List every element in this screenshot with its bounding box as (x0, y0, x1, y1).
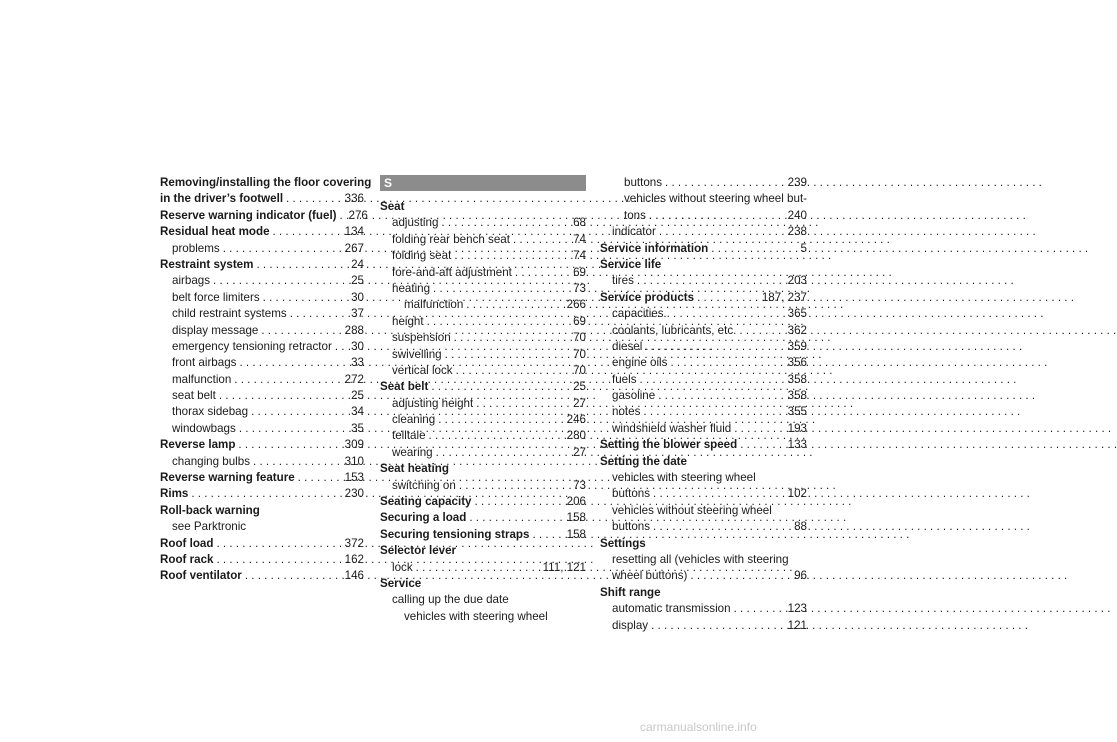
entry-text: diesel (612, 339, 643, 353)
index-column-1 (160, 175, 372, 585)
index-sub-entry (380, 445, 586, 461)
entry-text: Reverse warning feature (160, 471, 295, 485)
entry-text: Seat heating (380, 462, 449, 476)
dot-leader (442, 347, 573, 363)
entry-text: Securing a load (380, 511, 467, 525)
page-number[interactable]: 158 (566, 511, 586, 525)
entry-text: front airbags (172, 356, 237, 370)
entry-text: problems (172, 241, 220, 255)
page-number[interactable]: 96 (794, 569, 807, 583)
index-sub-entry (160, 241, 364, 257)
dot-leader (433, 445, 573, 461)
index-main-entry (380, 379, 586, 395)
index-sub-entry (160, 519, 364, 535)
index-sub-entry (600, 208, 807, 224)
index-main-entry (160, 568, 364, 584)
index-sub-entry (160, 306, 364, 322)
entry-text: capacities (612, 307, 664, 321)
watermark: carmanualsonline.info (640, 720, 757, 734)
page-number[interactable]: 33 (351, 356, 364, 370)
entry-text: emergency tensioning retractor (172, 339, 332, 353)
page-number[interactable]: 121 (787, 618, 807, 632)
index-sub-entry (600, 339, 807, 355)
index-sub-entry (600, 503, 807, 519)
index-main-entry (600, 437, 807, 453)
entry-text: Setting the blower speed (600, 438, 738, 452)
index-sub-entry (600, 618, 807, 634)
entry-text: lock (392, 560, 413, 574)
dot-leader (642, 339, 787, 355)
entry-text: Shift range (600, 585, 661, 599)
dot-leader (640, 404, 787, 420)
entry-text: Seating capacity (380, 495, 472, 509)
dot-leader (650, 486, 788, 502)
page-number[interactable]: 266 (566, 298, 586, 312)
index-sub-entry (380, 609, 586, 625)
page-number[interactable]: 372 (344, 536, 364, 550)
entry-text: malfunction (172, 372, 232, 386)
dot-leader (731, 601, 788, 617)
index-sub-entry (380, 560, 586, 576)
dot-leader (451, 330, 573, 346)
entry-text: indicator (612, 225, 656, 239)
index-main-entry (600, 536, 807, 552)
index-main-entry (380, 576, 586, 592)
dot-leader (650, 519, 794, 535)
entry-text: airbags (172, 274, 211, 288)
dot-leader (463, 297, 566, 313)
index-sub-entry (380, 281, 586, 297)
index-sub-entry (160, 454, 364, 470)
index-sub-entry (160, 421, 364, 437)
entry-text: engine oils (612, 356, 668, 370)
page-number[interactable]: 34 (351, 405, 364, 419)
entry-text: notes (612, 405, 641, 419)
index-sub-entry (600, 601, 807, 617)
page-number[interactable]: 359 (787, 339, 807, 353)
dot-leader (220, 241, 345, 257)
dot-leader (664, 306, 788, 322)
index-sub-entry (600, 372, 807, 388)
index-main-entry (160, 175, 372, 191)
page-number[interactable]: 362 (787, 323, 807, 337)
page-number[interactable]: 69 (573, 314, 586, 328)
dot-leader (213, 536, 344, 552)
index-sub-entry (380, 248, 586, 264)
section-letter-header: S (380, 175, 586, 191)
index-sub-entry (600, 273, 807, 289)
entry-text: swivelling (392, 347, 442, 361)
page-number[interactable]: 24 (351, 257, 364, 271)
page-number[interactable]: 288 (344, 323, 364, 337)
entry-text: Roof ventilator (160, 569, 242, 583)
entry-text: seat belt (172, 389, 216, 403)
page-number[interactable]: 238 (787, 225, 807, 239)
entry-text: Reverse lamp (160, 438, 236, 452)
entry-text: Service products (600, 290, 695, 304)
page-number[interactable]: 25 (351, 274, 364, 288)
page-number[interactable]: 203 (787, 274, 807, 288)
index-main-entry (380, 494, 586, 510)
index-column-3 (600, 175, 807, 634)
index-sub-entry (380, 232, 586, 248)
index-column-2 (380, 175, 586, 625)
dot-leader (473, 396, 573, 412)
page-number[interactable]: 206 (566, 495, 586, 509)
page-number[interactable]: 162 (344, 552, 364, 566)
dot-leader (337, 208, 349, 224)
entry-text: fuels (612, 372, 637, 386)
dot-leader (210, 273, 351, 289)
entry-text: vertical lock (392, 363, 453, 377)
index-sub-entry (160, 388, 364, 404)
dot-leader (287, 306, 351, 322)
dot-leader (270, 224, 345, 240)
entry-text: child restraint systems (172, 307, 287, 321)
page-number[interactable]: 70 (573, 347, 586, 361)
index-main-entry (160, 257, 364, 273)
index-sub-entry (600, 323, 807, 339)
dot-leader (250, 454, 345, 470)
page-number[interactable]: 310 (344, 454, 364, 468)
dot-leader (260, 290, 351, 306)
dot-leader (731, 421, 787, 437)
page-number[interactable]: 356 (787, 356, 807, 370)
dot-leader (236, 421, 351, 437)
entry-text: Rims (160, 487, 189, 501)
index-sub-entry (160, 339, 364, 355)
entry-text: fore-and-aft adjustment (392, 265, 512, 279)
dot-leader (283, 191, 345, 207)
index-main-entry (160, 437, 364, 453)
entry-text: Restraint system (160, 257, 254, 271)
dot-leader (529, 527, 566, 543)
entry-text: Roll-back warning (160, 503, 260, 517)
entry-text: buttons (624, 176, 663, 189)
entry-text: Securing tensioning straps (380, 527, 530, 541)
index-sub-entry (160, 355, 364, 371)
dot-leader (428, 379, 573, 395)
entry-text: cleaning (392, 413, 436, 427)
dot-leader (332, 339, 351, 355)
entry-text: see Parktronic (172, 520, 247, 534)
entry-text: display message (172, 323, 259, 337)
index-main-entry (600, 241, 807, 257)
entry-text: buttons (612, 520, 651, 534)
page-number[interactable]: 73 (573, 478, 586, 492)
entry-text: Service (380, 576, 422, 590)
dot-leader (646, 208, 788, 224)
page-number[interactable]: 25 (573, 380, 586, 394)
dot-leader (424, 314, 574, 330)
dot-leader (512, 265, 573, 281)
index-sub-entry (600, 175, 807, 191)
entry-text: windowbags (172, 421, 236, 435)
index-main-entry (380, 461, 586, 477)
index-sub-entry (600, 388, 807, 404)
dot-leader (694, 290, 762, 306)
page-number[interactable]: 70 (573, 363, 586, 377)
index-main-entry (600, 290, 807, 306)
index-sub-entry (600, 191, 807, 207)
page-number[interactable]: 133 (787, 438, 807, 452)
page-number[interactable]: 276 (348, 208, 368, 222)
dot-leader (662, 175, 788, 191)
dot-leader (736, 323, 787, 339)
index-sub-entry (380, 215, 586, 231)
index-main-entry (160, 224, 364, 240)
index-sub-entry (380, 428, 586, 444)
index-main-entry (600, 585, 807, 601)
entry-text: Seat (380, 200, 405, 213)
dot-leader (456, 478, 573, 494)
entry-text: Removing/installing the floor covering (160, 176, 372, 189)
page-number[interactable]: 37 (351, 307, 364, 321)
page-number[interactable]: 153 (344, 471, 364, 485)
index-main-entry (160, 552, 364, 568)
dot-leader (656, 224, 788, 240)
entry-text: folding rear bench seat (392, 232, 510, 246)
entry-text: Roof rack (160, 552, 214, 566)
entry-text: vehicles with steering wheel (404, 609, 548, 623)
entry-text: folding seat (392, 249, 452, 263)
entry-text: tons (624, 208, 646, 222)
page-number[interactable]: 193 (787, 421, 807, 435)
dot-leader (213, 552, 344, 568)
entry-text: telltale (392, 429, 426, 443)
entry-text: resetting all (vehicles with steering (612, 552, 789, 566)
entry-text: suspension (392, 331, 451, 345)
dot-leader (634, 273, 788, 289)
dot-leader (655, 388, 787, 404)
page-number[interactable]: 73 (573, 281, 586, 295)
dot-leader (648, 618, 788, 634)
index-sub-entry (600, 355, 807, 371)
page-number[interactable]: 272 (344, 372, 364, 386)
index-main-entry (160, 191, 364, 207)
index-sub-entry (600, 306, 807, 322)
page-number[interactable]: 74 (573, 232, 586, 246)
dot-leader (687, 568, 794, 584)
dot-leader (235, 437, 344, 453)
entry-text: height (392, 314, 424, 328)
page-number[interactable]: 358 (787, 372, 807, 386)
dot-leader (295, 470, 345, 486)
entry-text: calling up the due date (392, 593, 509, 607)
index-sub-entry (160, 290, 364, 306)
index-main-entry (600, 257, 807, 273)
page-number[interactable]: 25 (351, 389, 364, 403)
dot-leader (216, 388, 351, 404)
index-sub-entry (600, 224, 807, 240)
page-number[interactable]: 111, 121 (542, 560, 586, 574)
entry-text: Setting the date (600, 454, 687, 468)
page-number[interactable]: 240 (787, 208, 807, 222)
page-number[interactable]: 355 (787, 405, 807, 419)
entry-text: switching on (392, 478, 456, 492)
page-number[interactable]: 267 (344, 241, 364, 255)
entry-text: Service information (600, 241, 709, 255)
page-number[interactable]: 246 (566, 413, 586, 427)
dot-leader (242, 568, 345, 584)
entry-text: gasoline (612, 389, 656, 403)
page-number[interactable]: 74 (573, 249, 586, 263)
dot-leader (451, 248, 573, 264)
entry-text: display (612, 618, 649, 632)
page-number[interactable]: 365 (787, 307, 807, 321)
page-number[interactable]: 88 (794, 520, 807, 534)
page-number[interactable]: 158 (566, 527, 586, 541)
dot-leader (708, 241, 800, 257)
page-number[interactable]: 102 (787, 487, 807, 501)
entry-text: adjusting height (392, 396, 474, 410)
dot-leader (667, 355, 787, 371)
index-sub-entry (380, 592, 586, 608)
page-number[interactable]: 336 (344, 192, 364, 206)
entry-text: Selector lever (380, 544, 457, 558)
page-number[interactable]: 146 (344, 569, 364, 583)
dot-leader (188, 486, 344, 502)
index-sub-entry (600, 404, 807, 420)
page-number[interactable]: 123 (787, 602, 807, 616)
index-sub-entry (380, 347, 586, 363)
index-sub-entry (600, 552, 807, 568)
entry-text: Service life (600, 257, 662, 271)
index-sub-entry (380, 412, 586, 428)
entry-text: vehicles with steering wheel (612, 471, 756, 485)
entry-text: automatic transmission (612, 602, 731, 616)
page-number[interactable]: 27 (573, 396, 586, 410)
dot-leader (435, 412, 566, 428)
page-number[interactable]: 134 (344, 225, 364, 239)
entry-text: thorax sidebag (172, 405, 249, 419)
index-main-entry (380, 510, 586, 526)
dot-leader (426, 428, 567, 444)
index-main-entry (160, 503, 364, 519)
index-sub-entry (160, 273, 364, 289)
page-number[interactable]: 358 (787, 389, 807, 403)
index-sub-entry (160, 404, 364, 420)
index-sub-entry (380, 314, 586, 330)
page-number[interactable]: 239 (787, 176, 807, 189)
page-number[interactable]: 70 (573, 331, 586, 345)
index-sub-entry (160, 323, 364, 339)
index-main-entry (600, 454, 807, 470)
index-main-entry (160, 470, 364, 486)
dot-leader (413, 560, 543, 576)
page-number[interactable]: 69 (573, 265, 586, 279)
page-number[interactable]: 5 (800, 241, 807, 255)
dot-leader (430, 281, 573, 297)
page-number[interactable]: 68 (573, 216, 586, 230)
dot-leader (737, 437, 787, 453)
page-number[interactable]: 27 (573, 445, 586, 459)
index-sub-entry (600, 421, 807, 437)
dot-leader (248, 404, 351, 420)
page-number[interactable]: 35 (351, 421, 364, 435)
dot-leader (637, 372, 788, 388)
index-sub-entry (380, 330, 586, 346)
entry-text: tires (612, 274, 634, 288)
index-sub-entry (160, 372, 364, 388)
index-main-entry (380, 543, 586, 559)
dot-leader (466, 510, 566, 526)
entry-text: wearing (392, 445, 433, 459)
index-sub-entry (380, 297, 586, 313)
page-number[interactable]: 30 (351, 339, 364, 353)
index-sub-entry (600, 470, 807, 486)
index-main-entry (160, 536, 364, 552)
index-sub-entry (380, 265, 586, 281)
page-number[interactable]: 280 (566, 429, 586, 443)
index-sub-entry (380, 363, 586, 379)
entry-text: adjusting (392, 216, 439, 230)
entry-text: in the driver’s footwell (160, 192, 284, 206)
entry-text: malfunction (404, 298, 464, 312)
entry-text: vehicles without steering wheel but- (624, 192, 808, 206)
entry-text: heating (392, 281, 431, 295)
entry-text: wheel buttons) (612, 569, 688, 583)
entry-text: changing bulbs (172, 454, 250, 468)
entry-text: coolants, lubricants, etc. (612, 323, 737, 337)
index-main-entry (380, 199, 586, 215)
page-number[interactable]: 230 (344, 487, 364, 501)
dot-leader (510, 232, 573, 248)
index-sub-entry (600, 486, 807, 502)
entry-text: Roof load (160, 536, 214, 550)
dot-leader (253, 257, 351, 273)
index-sub-entry (380, 478, 586, 494)
dot-leader (438, 215, 573, 231)
index-sub-entry (600, 519, 807, 535)
entry-text: belt force limiters (172, 290, 260, 304)
page-number[interactable]: 30 (351, 290, 364, 304)
dot-leader (258, 323, 344, 339)
entry-text: windshield washer fluid (612, 421, 732, 435)
index-main-entry (160, 486, 364, 502)
dot-leader (236, 355, 351, 371)
entry-text: buttons (612, 487, 651, 501)
index-main-entry (380, 527, 586, 543)
entry-text: Residual heat mode (160, 225, 270, 239)
page-number[interactable]: 309 (344, 438, 364, 452)
entry-text: Reserve warning indicator (fuel) (160, 208, 337, 222)
page-number[interactable]: 187, 237 (761, 290, 807, 304)
index-sub-entry (380, 396, 586, 412)
dot-leader (231, 372, 344, 388)
dot-leader (472, 494, 567, 510)
entry-text: vehicles without steering wheel (612, 503, 772, 517)
dot-leader (453, 363, 574, 379)
index-main-entry (160, 208, 368, 224)
entry-text: Seat belt (380, 380, 429, 394)
index-sub-entry (600, 568, 807, 584)
entry-text: Settings (600, 536, 646, 550)
